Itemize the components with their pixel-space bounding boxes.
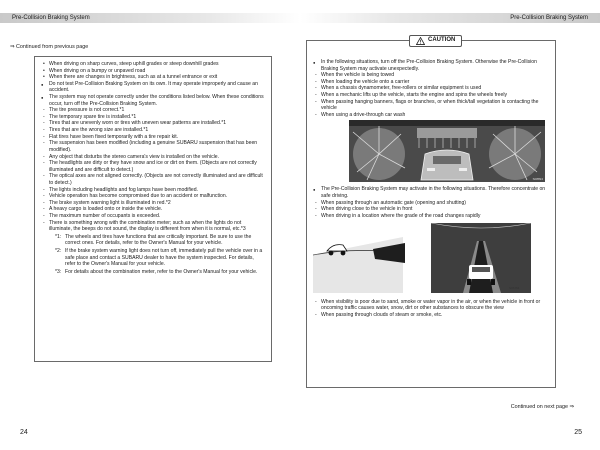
figure-code: S08894 <box>532 176 543 181</box>
right-page <box>300 0 600 450</box>
continued-next <box>511 404 574 410</box>
list-item: ● In the following situations, turn off the Pre-Collision Braking System. Otherwise the Pre-Collision Braking System may activate unexpectedly. <box>313 59 549 72</box>
warning-triangle-icon <box>416 37 425 45</box>
footnote-text: For details about the combination meter, refer to the Owner's Manual for your vehicle. <box>65 268 258 275</box>
right-header-title: Pre-Collision Braking System <box>510 15 588 21</box>
sub-bullet-list <box>41 61 265 81</box>
list-item: - When driving in a location where the grade of the road changes rapidly <box>313 213 549 220</box>
list-item: - When driving close to the vehicle in front <box>313 206 549 213</box>
list-item: - When passing hanging banners, flags or branches, or when thick/tall vegetation is contacting the vehicle <box>313 99 549 112</box>
figure-code: S07264 <box>509 285 520 290</box>
footnote-marker: *1: <box>55 233 62 240</box>
list-item: - The suspension has been modified (including a genuine SUBARU suspension that has been modified). <box>41 140 265 153</box>
list-item: - When using a drive-through car wash <box>313 112 411 119</box>
list-item: - The brake system warning light is illuminated in red.*2 <box>41 200 265 207</box>
footnote-text: The wheels and tires have functions that are critically important. Be sure to use the correct ones. For details, refer to the Owner's Manual for your vehicle. <box>65 233 252 247</box>
dot-list <box>313 186 549 199</box>
list-item: - A heavy cargo is loaded onto or inside the vehicle. <box>41 206 265 213</box>
list-item: ● Do not test Pre-Collision Braking System on its own. It may operate improperly and cause an accident. <box>41 81 265 94</box>
list-item: - When loading the vehicle onto a carrier <box>313 79 549 86</box>
arrow-right-icon: ⇒ <box>569 404 574 410</box>
caution-box <box>306 37 556 388</box>
list-item: - The tire pressure is not correct.*1 <box>41 107 265 114</box>
list-item: • When driving on sharp curves, steep uphill grades or steep downhill grades <box>41 61 265 68</box>
footnote-1 <box>55 234 265 247</box>
car-wash-drawing <box>349 120 545 182</box>
footnote-3 <box>55 269 265 276</box>
caution-tag <box>409 35 462 47</box>
list-item: - When the vehicle is being towed <box>313 72 549 79</box>
list-item: - Tires that are the wrong size are installed.*1 <box>41 127 265 134</box>
footnote-marker: *3: <box>55 268 62 275</box>
condition-list <box>41 107 265 233</box>
left-header-title: Pre-Collision Braking System <box>12 15 90 21</box>
continued-next-label: Continued on next page <box>510 404 568 410</box>
continued-prev-label: Continued from previous page <box>16 44 89 50</box>
list-item: - There is something wrong with the combination meter; such as when the lights do not illuminate, the beeps do not sound, the display is different from when it is normal, etc.*3 <box>41 220 265 233</box>
list-item: ● The Pre-Collision Braking System may activate in the following situations. Therefore concentrate on safe driving. <box>313 186 549 199</box>
turn-off-list <box>313 72 549 118</box>
list-item: - The lights including headlights and fog lamps have been modified. <box>41 187 265 194</box>
list-item: - The maximum number of occupants is exceeded. <box>41 213 265 220</box>
list-item: - Flat tires have been fixed temporarily with a tire repair kit. <box>41 134 265 141</box>
list-item: - The headlights are dirty or they have snow and ice or dirt on them. (Objects are not correctly illuminated and are difficult to detect.) <box>41 160 265 173</box>
list-item: - The optical axes are not aligned correctly. (Objects are not correctly illuminated and are difficult to detect.) <box>41 173 265 186</box>
list-item: • When driving on a bumpy or unpaved road <box>41 68 265 75</box>
left-header <box>0 13 300 23</box>
footnote-marker: *2: <box>55 248 62 255</box>
list-item: - When a chassis dynamometer, free-rollers or similar equipment is used <box>313 85 549 92</box>
footnote-2 <box>55 248 265 268</box>
page-number-right: 25 <box>574 429 582 436</box>
list-item: - Tires that are unevenly worn or tires with uneven wear patterns are installed.*1 <box>41 120 265 127</box>
visibility-list <box>313 299 549 319</box>
dot-list <box>41 81 265 107</box>
list-item: • When there are changes in brightness, such as at a tunnel entrance or exit <box>41 74 265 81</box>
arrow-right-icon: ⇒ <box>10 44 15 50</box>
list-item: - Any object that disturbs the stereo camera's view is installed on the vehicle. <box>41 154 265 161</box>
car-wash-illustration <box>349 120 545 182</box>
right-header <box>300 13 600 23</box>
page-number-left: 24 <box>20 429 28 436</box>
caution-label: CAUTION <box>428 37 456 44</box>
list-item: - When a mechanic lifts up the vehicle, starts the engine and spins the wheels freely <box>313 92 549 99</box>
list-item: - When passing through an automatic gate (opening and shutting) <box>313 200 549 207</box>
left-warning-box <box>34 56 272 362</box>
road-grade-illustration <box>313 223 551 293</box>
list-item: - When passing through clouds of steam or smoke, etc. <box>313 312 549 319</box>
footnote-text: If the brake system warning light does not turn off, immediately pull the vehicle over in a safe place and contact a SUBARU dealer to have the system inspected. For details, refer to the Owner's Manual for your vehicle. <box>65 248 263 268</box>
list-item: - When visibility is poor due to sand, smoke or water vapor in the air, or when the vehicle in front or oncoming traffic causes water, snow, dirt or other substances to obscure the view <box>313 299 549 312</box>
road-grade-drawing <box>313 223 551 293</box>
list-item: - The temporary spare tire is installed.*1 <box>41 114 265 121</box>
dot-list <box>313 59 549 72</box>
activation-list <box>313 200 549 220</box>
list-item: - Vehicle operation has become compromised due to an accident or malfunction. <box>41 193 265 200</box>
list-item: ● The system may not operate correctly under the conditions listed below. When these conditions occur, turn off the Pre-Collision Braking System. <box>41 94 265 107</box>
continued-from-previous <box>10 44 88 50</box>
